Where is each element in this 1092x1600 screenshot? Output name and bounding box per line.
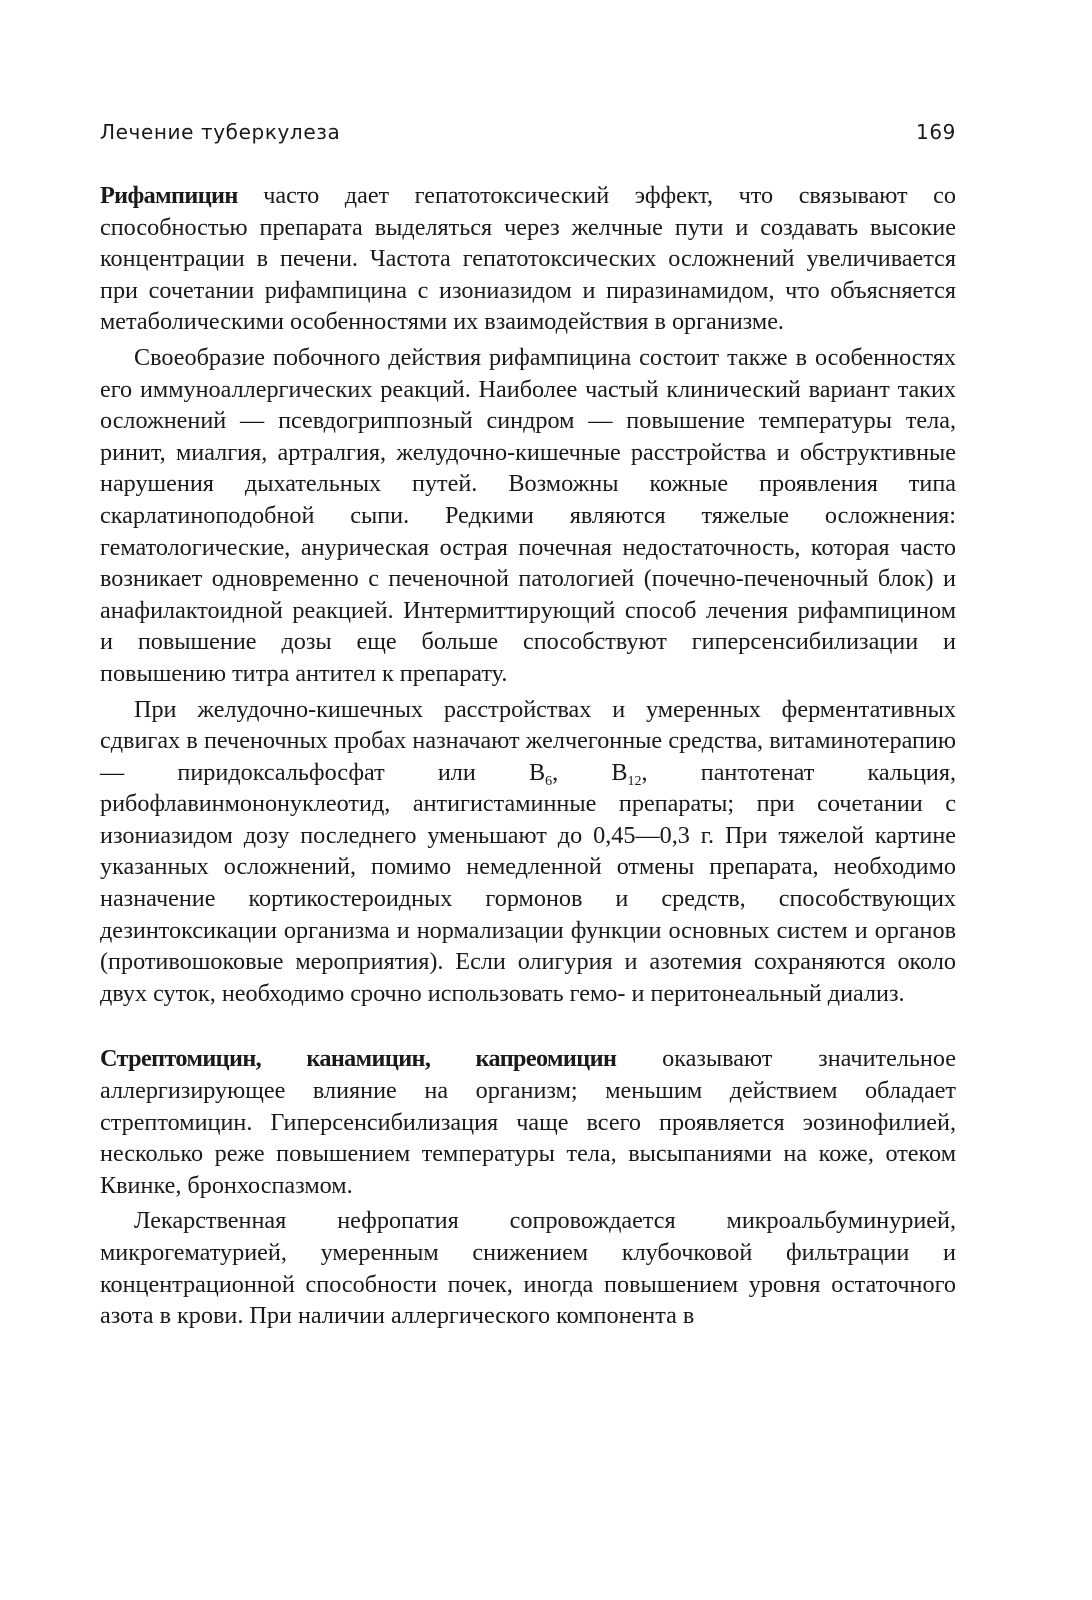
paragraph-text: , пантотенат кальция, рибофлавинмононуклеотид, антигистаминные препараты; при сочетании с изониазидом дозу последнего уменьшают до 0,45—0,3 г. При тяжелой картине указанных осложнений, помимо немедленной отмены препарата, необходимо назначение кортикостероидных гормонов и средств, способствующих дезинтоксикации организма и нормализации функции основных систем и органов (противошоковые мероприятия). Если олигурия и азотемия сохраняются около двух суток, необходимо срочно использовать гемо- и перитонеальный диализ. bbox=[100, 758, 957, 1007]
drug-name-heading: Стрептомицин, канамицин, капреомицин bbox=[100, 1045, 617, 1073]
paragraph-text: Своеобразие побочного действия рифампицина состоит также в особенностях его иммуноаллергических реакций. Наиболее частый клинический вариант таких осложнений — псевдогриппозный синдром — повышение температуры тела, ринит, миалгия, артралгия, желудочно-кишечные расстройства и обструктивные нарушения дыхательных путей. Возможны кожные проявления типа скарлатиноподобной сыпи. Редкими являются тяжелые осложнения: гематологические, анурическая острая почечная недостаточность, которая часто возникает одновременно с печеночной патологией (почечно-печеночный блок) и анафилактоидной реакцией. Интермиттирующий способ лечения рифампицином и повышение дозы еще больше способствуют гиперсенсибилизации и повышению титра антител к препарату. bbox=[100, 343, 956, 687]
page-number: 169 bbox=[916, 120, 956, 144]
drug-name-heading: Рифампицин bbox=[100, 182, 238, 209]
paragraph-text: , B bbox=[552, 758, 628, 786]
paragraph-text: часто дает гепатотоксический эффект, что связывают со способностью препарата выделяться через желчные пути и создавать высокие концентрации в печени. Частота гепатотоксических осложнений увеличивается при сочетании рифампицина с изониазидом и пиразинамидом, что объясняется метаболическими особенностями их взаимодействия в организме. bbox=[100, 182, 956, 336]
chapter-title: Лечение туберкулеза bbox=[100, 120, 341, 144]
body-text bbox=[100, 180, 956, 1332]
running-header bbox=[100, 120, 956, 150]
subscript: 6 bbox=[545, 773, 553, 789]
paragraph-nephropathy bbox=[100, 1205, 956, 1331]
paragraph-treatment bbox=[100, 694, 956, 1010]
paragraph-streptomycin bbox=[100, 1043, 956, 1201]
paragraph-rifampicin-allergic bbox=[100, 342, 956, 690]
paragraph-text: оказывают значительное аллергизирующее влияние на организм; меньшим действием обладает стрептомицин. Гиперсенсибилизация чаще всего проявляется эозинофилией, несколько реже повышением температуры тела, высыпаниями на коже, отеком Квинке, бронхоспазмом. bbox=[100, 1045, 956, 1199]
paragraph-text: Лекарственная нефропатия сопровождается микроальбуминурией, микрогематурией, умеренным снижением клубочковой фильтрации и концентрационной способности почек, иногда повышением уровня остаточного азота в крови. При наличии аллергического компонента в bbox=[100, 1207, 956, 1330]
paragraph-rifampicin-hepatotoxicity bbox=[100, 180, 956, 338]
subscript: 12 bbox=[627, 773, 642, 789]
paragraph-text: При желудочно-кишечных расстройствах и умеренных ферментативных сдвигах в печеночных пробах назначают желчегонные средства, витаминотерапию — пиридоксальфосфат или B bbox=[100, 695, 956, 786]
book-page bbox=[100, 0, 956, 1600]
